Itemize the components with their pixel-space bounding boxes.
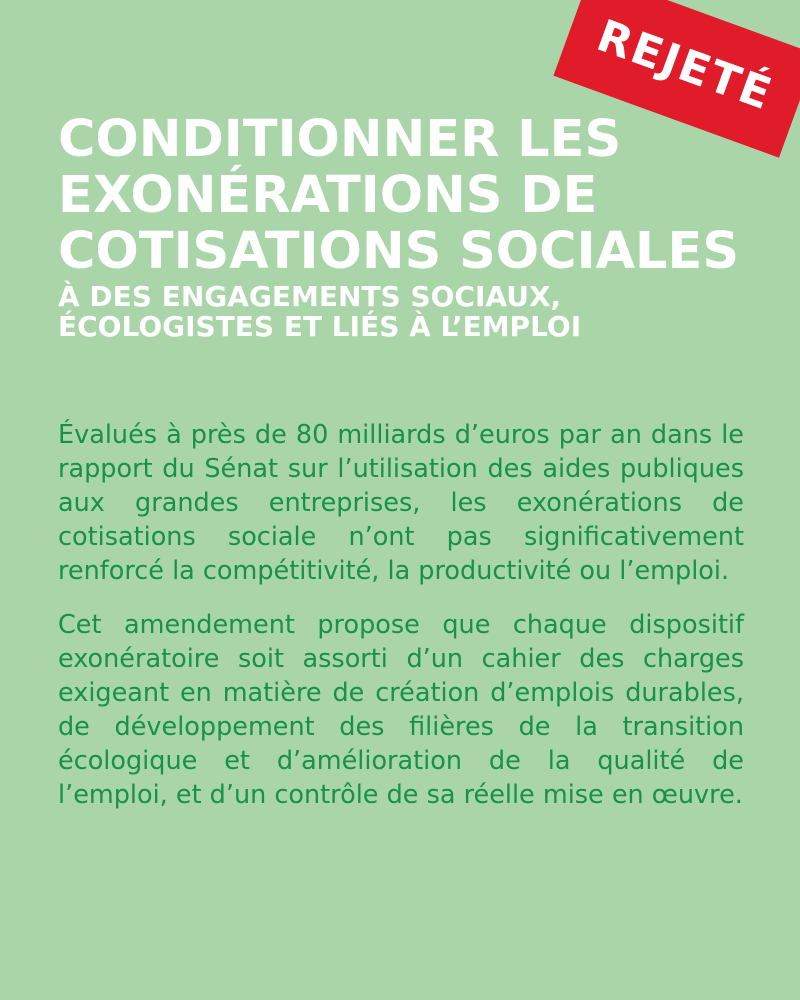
page-title [58, 112, 778, 342]
title-main: CONDITIONNER LES EXONÉRATIONS DE COTISATIONS SOCIALES [58, 110, 740, 281]
paragraph-2: Cet amendement propose que chaque dispositif exonératoire soit assorti d’un cahier des charges exigeant en matière de création d’emplois durables, de développement des filières de la transition écologique et d’amélioration de la qualité de l’emploi, et d’un contrôle de sa réelle mise en œuvre. [58, 610, 744, 810]
stamp-label: REJETÉ [590, 9, 780, 121]
paragraph-1: Évalués à près de 80 milliards d’euros par an dans le rapport du Sénat sur l’utilisation des aides publiques aux grandes entreprises, les exonérations de cotisations sociale n’ont pas significativement renforcé la compétitivité, la productivité ou l’emploi. [58, 420, 744, 586]
title-subtitle: À DES ENGAGEMENTS SOCIAUX, ÉCOLOGISTES ET LIÉS À L’EMPLOI [58, 280, 582, 343]
body-text [58, 418, 744, 812]
